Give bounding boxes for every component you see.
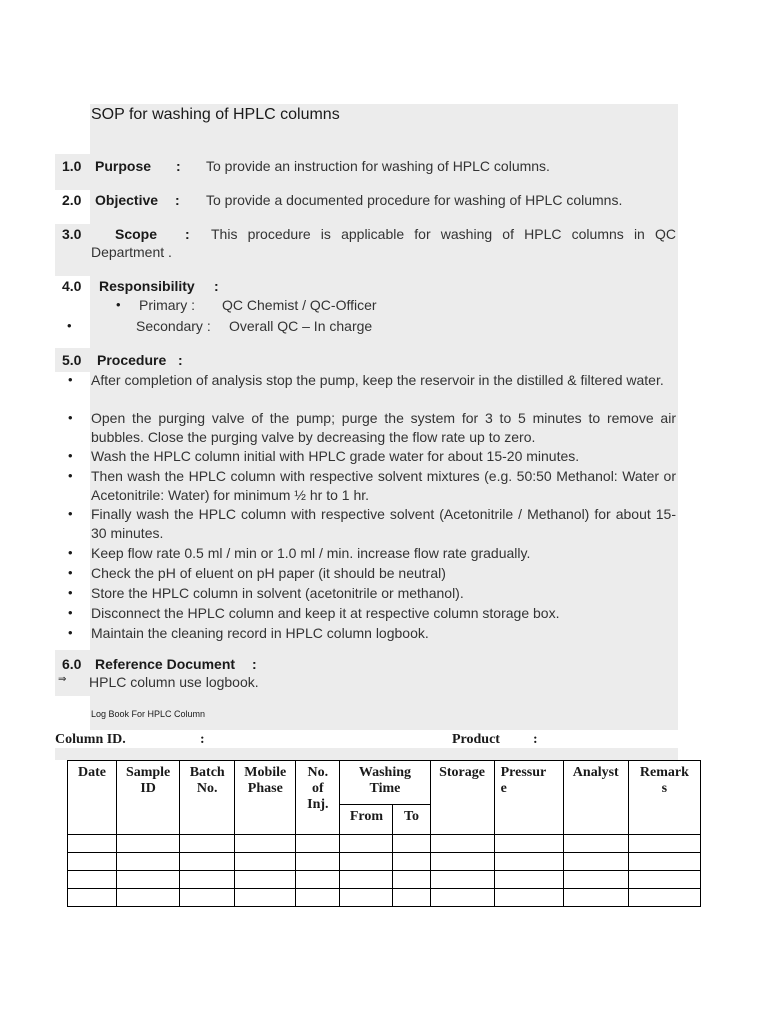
step-bullet: • xyxy=(68,506,73,521)
column-id-colon: : xyxy=(200,732,205,747)
step-bullet: • xyxy=(68,545,73,560)
responsibility-label: Responsibility xyxy=(99,278,195,294)
reference-colon: : xyxy=(252,656,257,672)
procedure-label: Procedure xyxy=(97,352,167,368)
header-batch-no: Batch No. xyxy=(180,761,235,835)
header-to: To xyxy=(393,805,430,835)
objective-label: Objective xyxy=(95,192,159,208)
product-label: Product xyxy=(452,732,500,747)
header-date: Date xyxy=(68,761,117,835)
procedure-step: Keep flow rate 0.5 ml / min or 1.0 ml / min. increase flow rate gradually. xyxy=(91,545,531,561)
procedure-step: After completion of analysis stop the pump, keep the reservoir in the distilled & filtered water. xyxy=(91,372,664,388)
header-mobile-phase: Mobile Phase xyxy=(235,761,296,835)
shade-bottom xyxy=(55,748,678,760)
step-bullet: • xyxy=(68,625,73,640)
responsibility-colon: : xyxy=(214,278,219,294)
logbook-table xyxy=(67,760,701,907)
secondary-label: Secondary : xyxy=(136,318,211,334)
table-row xyxy=(68,853,701,871)
purpose-label: Purpose xyxy=(95,158,152,174)
responsibility-number: 4.0 xyxy=(62,278,82,294)
step-bullet: • xyxy=(68,448,73,463)
header-pressure: Pressur e xyxy=(494,761,563,835)
step-bullet: • xyxy=(68,605,73,620)
objective-colon: : xyxy=(175,192,180,208)
purpose-number: 1.0 xyxy=(62,158,82,174)
procedure-step: Wash the HPLC column initial with HPLC grade water for about 15-20 minutes. xyxy=(91,448,580,464)
page-title: SOP for washing of HPLC columns xyxy=(91,106,340,123)
table-row xyxy=(68,835,701,853)
primary-bullet: • xyxy=(116,297,121,312)
procedure-step: Maintain the cleaning record in HPLC column logbook. xyxy=(91,625,429,641)
step-bullet: • xyxy=(68,585,73,600)
product-colon: : xyxy=(533,732,538,747)
header-no-of-inj: No. of Inj. xyxy=(296,761,340,835)
table-row xyxy=(68,889,701,907)
procedure-number: 5.0 xyxy=(62,352,82,368)
scope-text-continued: Department . xyxy=(91,244,172,260)
scope-label: Scope xyxy=(115,226,158,242)
procedure-step: Store the HPLC column in solvent (acetonitrile or methanol). xyxy=(91,585,464,601)
scope-number: 3.0 xyxy=(62,226,82,242)
step-bullet: • xyxy=(68,410,73,425)
procedure-step: Finally wash the HPLC column with respective solvent (Acetonitrile / Methanol) for about 15-30 minutes. xyxy=(91,506,676,541)
header-from: From xyxy=(340,805,393,835)
objective-text: To provide a documented procedure for washing of HPLC columns. xyxy=(206,192,623,208)
step-bullet: • xyxy=(68,372,73,387)
procedure-colon: : xyxy=(178,352,183,368)
reference-text: HPLC column use logbook. xyxy=(89,674,259,690)
procedure-step: Disconnect the HPLC column and keep it at respective column storage box. xyxy=(91,605,560,621)
logbook-caption: Log Book For HPLC Column xyxy=(91,709,206,719)
procedure-step: Open the purging valve of the pump; purge the system for 3 to 5 minutes to remove air bubbles. Close the purging valve by decreasing the flow rate up to zero. xyxy=(91,410,676,445)
scope-colon: : xyxy=(185,226,190,242)
header-analyst: Analyst xyxy=(563,761,628,835)
step-bullet: • xyxy=(68,468,73,483)
procedure-step: Check the pH of eluent on pH paper (it should be neutral) xyxy=(91,565,446,581)
primary-label: Primary : xyxy=(139,297,195,313)
reference-label: Reference Document xyxy=(95,656,236,672)
arrow-icon: ⇒ xyxy=(58,674,67,685)
header-washing-time: Washing Time xyxy=(340,761,430,805)
table-row xyxy=(68,871,701,889)
secondary-value: Overall QC – In charge xyxy=(229,318,373,334)
header-storage: Storage xyxy=(430,761,494,835)
reference-number: 6.0 xyxy=(62,656,82,672)
header-remarks: Remark s xyxy=(628,761,700,835)
objective-number: 2.0 xyxy=(62,192,82,208)
procedure-step: Then wash the HPLC column with respective solvent mixtures (e.g. 50:50 Methanol: Water or Acetonitrile: Water) for minimum ½ hr to 1 hr. xyxy=(91,468,676,503)
secondary-bullet: • xyxy=(67,318,72,333)
purpose-text: To provide an instruction for washing of HPLC columns. xyxy=(206,158,550,174)
header-sample-id: Sample ID xyxy=(117,761,180,835)
scope-text: This procedure is applicable for washing of HPLC columns in QC xyxy=(211,226,676,242)
step-bullet: • xyxy=(68,565,73,580)
purpose-colon: : xyxy=(176,158,181,174)
column-id-label: Column ID. xyxy=(55,732,126,747)
primary-value: QC Chemist / QC-Officer xyxy=(222,297,377,313)
